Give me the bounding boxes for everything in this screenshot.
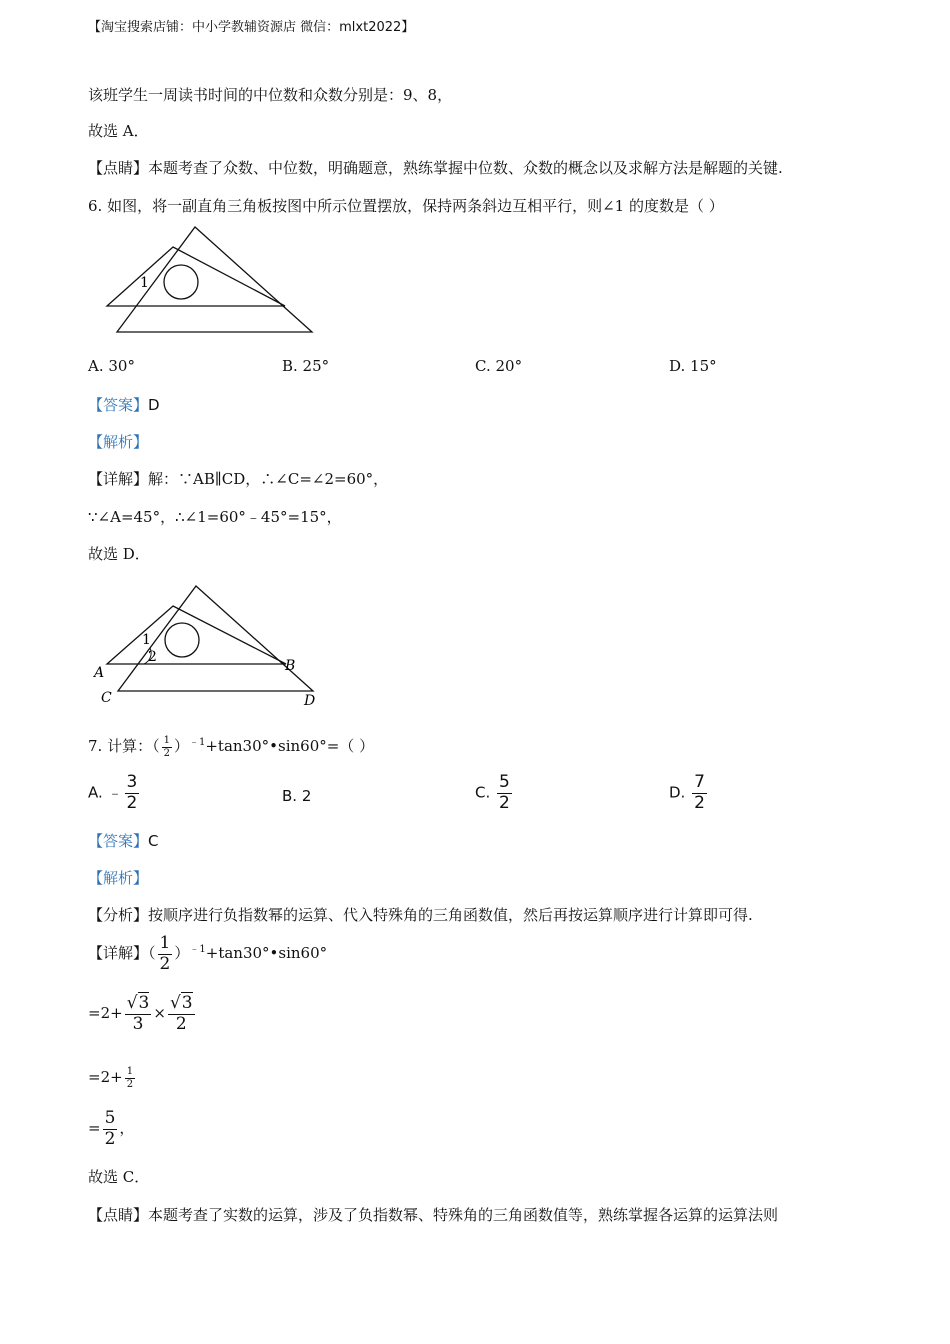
q7-comment — [88, 1204, 778, 1225]
step-fraction — [103, 1109, 118, 1149]
stem-fraction — [162, 735, 172, 759]
q5-comment — [88, 157, 783, 178]
triangle-small — [107, 606, 286, 664]
detail-suffix: +tan30°•sin60° — [205, 944, 328, 963]
triangle-small — [107, 247, 285, 306]
option-fraction — [497, 773, 512, 813]
times-sign: × — [153, 1004, 166, 1023]
q7-fenxi — [88, 904, 753, 925]
numerator: 5 — [104, 1108, 116, 1128]
triangle-hole — [164, 265, 198, 299]
stem-suffix: +tan30°•sin60°=（ ） — [205, 737, 375, 755]
option-label: A. ﹣ — [88, 783, 123, 802]
q5-line1: 该班学生一周读书时间的中位数和众数分别是：9、8， — [88, 86, 453, 104]
detail-open: （ — [148, 944, 156, 963]
detail-close: ） — [174, 944, 190, 963]
q6-option-c: C. 20° — [475, 357, 523, 375]
option-fraction — [125, 773, 140, 813]
answer-tag: 【答案】 — [88, 396, 149, 414]
step-suffix: ， — [119, 1119, 135, 1138]
q7-step1 — [88, 994, 197, 1034]
option-label: D. — [669, 783, 686, 802]
numerator: 1 — [159, 933, 171, 953]
page-header: 【淘宝搜索店铺：中小学教辅资源店 微信：mlxt2022】 — [88, 20, 415, 35]
numerator: 1 — [126, 1066, 134, 1077]
q7-detail — [88, 934, 327, 974]
denominator: 2 — [126, 792, 138, 813]
option-fraction — [692, 773, 707, 813]
q6-option-a: A. 30° — [88, 357, 135, 375]
detail-exponent: ﹣1 — [189, 944, 206, 956]
detail-tag: 【详解】 — [88, 470, 149, 488]
q7-step3 — [88, 1109, 134, 1149]
numerator: 5 — [499, 772, 510, 792]
q6-stem: 6. 如图，将一副直角三角板按图中所示位置摆放，保持两条斜边互相平行，则∠1 的度数是（ ） — [88, 197, 724, 215]
comment-text: 本题考查了实数的运算，涉及了负指数幂、特殊角的三角函数值等，熟练掌握各运算的运算法则 — [148, 1206, 779, 1224]
answer-value: C — [148, 832, 159, 850]
radicand: 3 — [138, 993, 150, 1013]
angle-1-label: 1 — [140, 275, 149, 291]
angle-2-label: 2 — [148, 649, 157, 665]
q7-option-a — [88, 773, 141, 813]
denominator: 2 — [104, 1128, 116, 1149]
step-fraction-1 — [125, 994, 152, 1034]
q7-option-b: B. 2 — [282, 787, 312, 805]
q6-solution-figure — [92, 582, 332, 712]
step-prefix: =2+ — [88, 1068, 123, 1086]
q6-option-d: D. 15° — [669, 357, 717, 375]
detail-fraction — [158, 934, 173, 974]
q7-option-c — [475, 773, 514, 813]
q7-stem — [88, 733, 374, 759]
denominator: 3 — [132, 1013, 144, 1034]
fenxi-tag: 【分析】 — [88, 906, 149, 924]
denominator: 2 — [163, 747, 170, 759]
q5-line2: 故选 A． — [88, 122, 149, 140]
numerator: 3 — [126, 772, 138, 792]
point-a-label: A — [94, 665, 105, 681]
q6-detail1 — [88, 468, 388, 489]
q6-analysis-tag: 【解析】 — [88, 433, 149, 451]
comment-tag: 【点睛】 — [88, 1206, 149, 1224]
denominator: 2 — [175, 1013, 187, 1034]
angle-1-label: 1 — [142, 632, 151, 648]
step-prefix: =2+ — [88, 1004, 123, 1023]
triangle-hole — [165, 623, 199, 657]
answer-value: D — [148, 396, 160, 414]
comment-tag: 【点睛】 — [88, 159, 149, 177]
q6-conclusion: 故选 D． — [88, 545, 150, 563]
option-label: C. — [475, 783, 491, 802]
step-fraction — [125, 1066, 135, 1090]
q7-option-d — [669, 773, 709, 813]
q7-conclusion: 故选 C． — [88, 1168, 150, 1186]
q7-analysis-tag: 【解析】 — [88, 869, 149, 887]
numerator — [168, 994, 195, 1015]
step-fraction-2 — [168, 994, 195, 1034]
denominator: 2 — [126, 1078, 134, 1090]
numerator — [125, 994, 152, 1015]
stem-prefix: 7. 计算：（ — [88, 737, 160, 755]
point-d-label: D — [304, 693, 316, 709]
step-prefix: = — [88, 1119, 101, 1138]
radicand: 3 — [181, 993, 193, 1013]
sqrt-sign: √ — [169, 993, 181, 1013]
comment-text: 本题考查了众数、中位数，明确题意，熟练掌握中位数、众数的概念以及求解方法是解题的关键. — [148, 159, 783, 177]
denominator: 2 — [499, 792, 510, 813]
point-c-label: C — [101, 690, 112, 706]
detail-text: 解：∵AB∥CD，∴∠C=∠2=60°， — [148, 470, 389, 488]
stem-exponent: ﹣1 — [188, 737, 206, 748]
q6-option-b: B. 25° — [282, 357, 330, 375]
q6-detail2: ∵∠A=45°，∴∠1=60°﹣45°=15°， — [88, 508, 342, 526]
point-b-label: B — [285, 658, 296, 674]
fenxi-text: 按顺序进行负指数幂的运算、代入特殊角的三角函数值，然后再按运算顺序进行计算即可得. — [148, 906, 753, 924]
q6-figure — [100, 222, 320, 337]
q7-answer — [88, 830, 159, 851]
stem-mid: ） — [173, 737, 189, 755]
answer-tag: 【答案】 — [88, 832, 149, 850]
numerator: 7 — [694, 772, 705, 792]
numerator: 1 — [163, 735, 170, 746]
denominator: 2 — [159, 953, 171, 974]
sqrt-sign: √ — [126, 993, 138, 1013]
q7-step2 — [88, 1066, 137, 1090]
detail-tag: 【详解】 — [88, 944, 149, 963]
q6-answer — [88, 394, 160, 415]
denominator: 2 — [694, 792, 705, 813]
